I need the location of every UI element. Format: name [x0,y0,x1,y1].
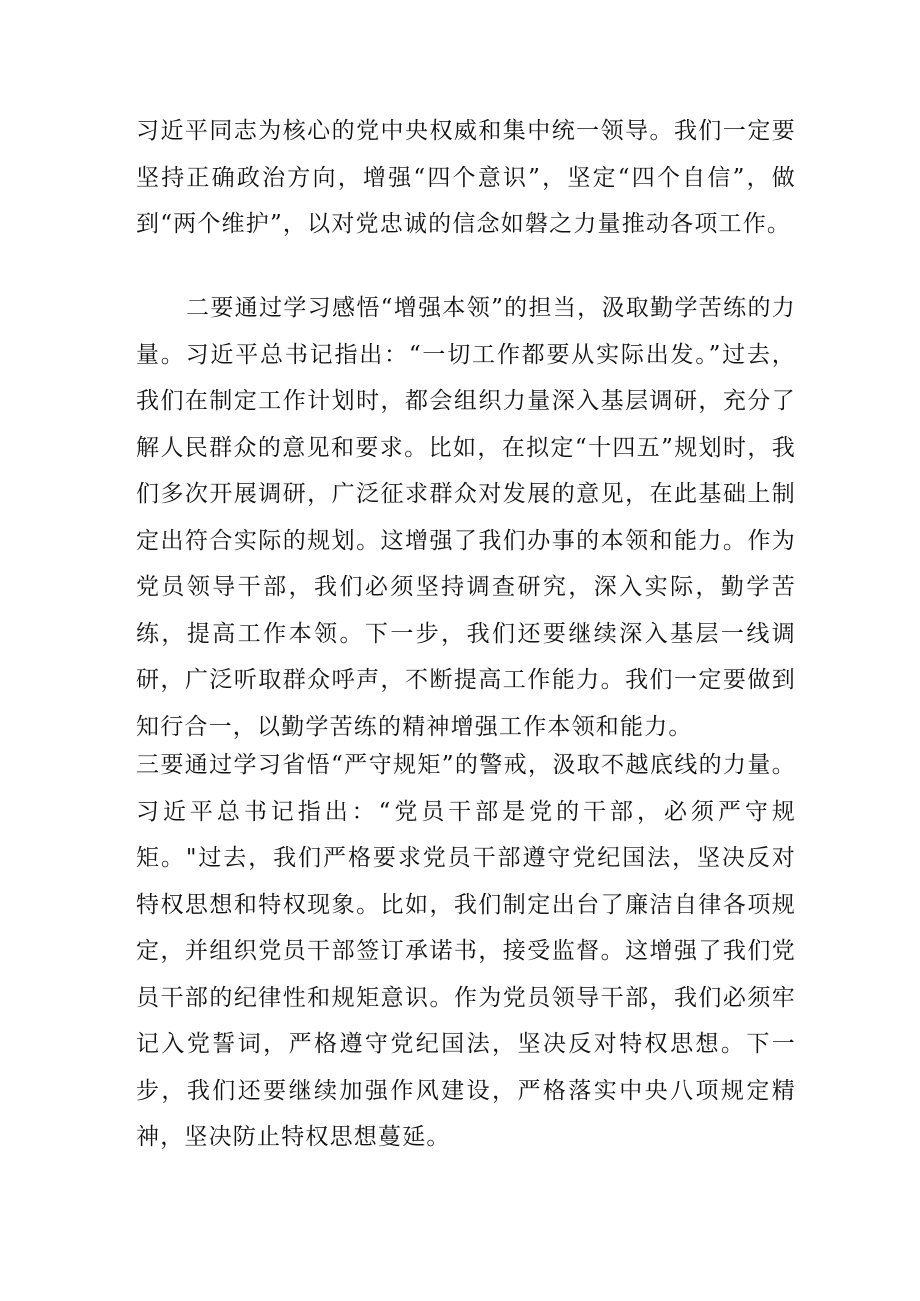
paragraph-2: 二要通过学习感悟“增强本领”的担当，汲取勤学苦练的力量。习近平总书记指出：“一切工作都要从实际出发。”过去，我们在制定工作计划时，都会组织力量深入基层调研，充分了解人民群众的意见和要求。比如，在拟定“十四五”规划时，我们多次开展调研，广泛征求群众对发展的意见，在此基础上制定出符合实际的规划。这增强了我们办事的本领和能力。作为党员领导干部，我们必须坚持调查研究，深入实际，勤学苦练，提高工作本领。下一步，我们还要继续深入基层一线调研，广泛听取群众呼声，不断提高工作能力。我们一定要做到知行合一，以勤学苦练的精神增强工作本领和能力。 [136,295,796,740]
paragraph-3: 三要通过学习省悟“严守规矩”的警戒，汲取不越底线的力量。习近平总书记指出：“党员干部是党的干部，必须严守规矩。"过去，我们严格要求党员干部遵守党纪国法，坚决反对特权思想和特权现象。比如，我们制定出台了廉洁自律各项规定，并组织党员干部签订承诺书，接受监督。这增强了我们党员干部的纪律性和规矩意识。作为党员领导干部，我们必须牢记入党誓词，严格遵守党纪国法，坚决反对特权思想。下一步，我们还要继续加强作风建设，严格落实中央八项规定精神，坚决防止特权思想蔓延。 [136,752,796,1150]
paragraph-1: 习近平同志为核心的党中央权威和集中统一领导。我们一定要坚持正确政治方向，增强“四个意识”，坚定“四个自信”，做到“两个维护”，以对党忠诚的信念如磐之力量推动各项工作。 [136,118,796,237]
